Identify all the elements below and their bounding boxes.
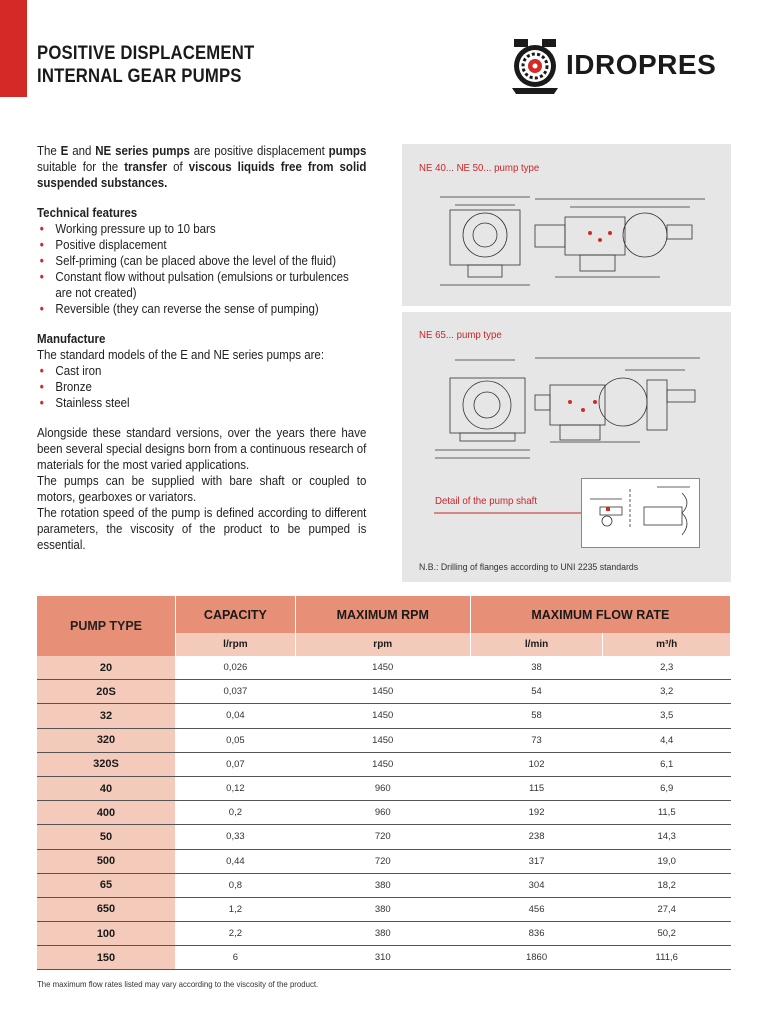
table-row: [37, 752, 731, 776]
pump-type-cell: 32: [37, 704, 176, 728]
detail-leader-line: [434, 510, 584, 516]
flow-m3h-cell: 19,0: [603, 849, 731, 873]
rpm-cell: 720: [295, 825, 470, 849]
flow-lmin-cell: 102: [470, 752, 603, 776]
table-row: [37, 656, 731, 680]
flow-m3h-cell: 3,5: [603, 704, 731, 728]
table-row: [37, 801, 731, 825]
list-item: • Stainless steel: [37, 395, 366, 411]
unit-rpm: rpm: [295, 633, 470, 656]
flow-m3h-cell: 6,1: [603, 752, 731, 776]
rpm-cell: 1450: [295, 704, 470, 728]
unit-flow-lmin: l/min: [470, 633, 603, 656]
pump-type-cell: 20S: [37, 680, 176, 704]
pump-type-cell: 320S: [37, 752, 176, 776]
table-row: [37, 704, 731, 728]
flow-lmin-cell: 456: [470, 897, 603, 921]
table-row: [37, 849, 731, 873]
detail-label: Detail of the pump shaft: [435, 495, 538, 507]
shaft-detail-box: [581, 478, 700, 548]
body-paragraph-1: Alongside these standard versions, over the years there have been several special designs born from a continuous research of materials for the most varied applications.: [37, 426, 367, 472]
capacity-cell: 6: [176, 946, 296, 970]
pump-type-cell: 650: [37, 897, 176, 921]
flow-lmin-cell: 317: [470, 849, 603, 873]
pump-type-cell: 320: [37, 728, 176, 752]
pump-type-cell: 150: [37, 946, 176, 970]
pump-type-cell: 50: [37, 825, 176, 849]
technical-features-list: [37, 221, 366, 317]
manufacture-list: [37, 363, 366, 411]
flow-lmin-cell: 238: [470, 825, 603, 849]
table-row: [37, 897, 731, 921]
flow-lmin-cell: 54: [470, 680, 603, 704]
table-row: [37, 873, 731, 897]
brand-logo: [506, 36, 736, 96]
list-item: • Self-priming (can be placed above the level of the fluid): [37, 253, 366, 269]
flow-lmin-cell: 38: [470, 656, 603, 680]
rpm-cell: 960: [295, 776, 470, 800]
flow-lmin-cell: 192: [470, 801, 603, 825]
list-item: • Working pressure up to 10 bars: [37, 221, 366, 237]
header-max-rpm: MAXIMUM RPM: [295, 596, 470, 633]
flow-lmin-cell: 304: [470, 873, 603, 897]
table-row: [37, 776, 731, 800]
brand-name: IDROPRES: [566, 49, 717, 80]
flow-lmin-cell: 73: [470, 728, 603, 752]
panel-label-ne40: NE 40... NE 50... pump type: [419, 162, 540, 174]
pump-type-cell: 500: [37, 849, 176, 873]
flow-m3h-cell: 6,9: [603, 776, 731, 800]
flow-m3h-cell: 27,4: [603, 897, 731, 921]
technical-features-heading: Technical features: [37, 206, 138, 220]
header-capacity: CAPACITY: [176, 596, 296, 633]
flange-note: N.B.: Drilling of flanges according to UNI 2235 standards: [419, 562, 639, 573]
list-item: • Constant flow without pulsation (emulsions or turbulences are not created): [37, 269, 366, 301]
pump-logo-icon: [506, 36, 564, 96]
header-pump-type: PUMP TYPE: [37, 596, 176, 656]
body-paragraph-2: The pumps can be supplied with bare shaft or coupled to motors, gearboxes or variators.: [37, 474, 367, 504]
flow-lmin-cell: 1860: [470, 946, 603, 970]
rpm-cell: 1450: [295, 728, 470, 752]
table-footnote: The maximum flow rates listed may vary according to the viscosity of the product.: [37, 979, 319, 989]
capacity-cell: 0,44: [176, 849, 296, 873]
capacity-cell: 0,8: [176, 873, 296, 897]
list-item: • Reversible (they can reverse the sense of pumping): [37, 301, 366, 317]
pump-type-cell: 20: [37, 656, 176, 680]
flow-m3h-cell: 18,2: [603, 873, 731, 897]
manufacture-heading: Manufacture: [37, 332, 106, 346]
table-row: [37, 946, 731, 970]
pump-drawing-ne40-icon: [430, 185, 720, 295]
pump-spec-table: [37, 596, 731, 970]
capacity-cell: 0,33: [176, 825, 296, 849]
body-paragraph-3: The rotation speed of the pump is defined according to different parameters, the viscosity of the product to be pumped is essential.: [37, 506, 367, 552]
flow-lmin-cell: 58: [470, 704, 603, 728]
flow-m3h-cell: 111,6: [603, 946, 731, 970]
rpm-cell: 1450: [295, 680, 470, 704]
panel-label-ne65: NE 65... pump type: [419, 329, 502, 341]
header-max-flow-rate: MAXIMUM FLOW RATE: [470, 596, 730, 633]
pump-type-cell: 100: [37, 922, 176, 946]
table-row: [37, 680, 731, 704]
pump-type-cell: 65: [37, 873, 176, 897]
capacity-cell: 0,04: [176, 704, 296, 728]
capacity-cell: 1,2: [176, 897, 296, 921]
rpm-cell: 1450: [295, 656, 470, 680]
rpm-cell: 380: [295, 897, 470, 921]
flow-m3h-cell: 3,2: [603, 680, 731, 704]
rpm-cell: 720: [295, 849, 470, 873]
flow-m3h-cell: 2,3: [603, 656, 731, 680]
capacity-cell: 0,2: [176, 801, 296, 825]
shaft-detail-icon: [582, 479, 699, 547]
capacity-cell: 0,026: [176, 656, 296, 680]
capacity-cell: 0,05: [176, 728, 296, 752]
pump-drawing-ne65-icon: [425, 350, 715, 465]
manufacture-lead: The standard models of the E and NE series pumps are:: [37, 348, 325, 362]
table-row: [37, 825, 731, 849]
list-item: • Bronze: [37, 379, 366, 395]
flow-m3h-cell: 50,2: [603, 922, 731, 946]
capacity-cell: 0,07: [176, 752, 296, 776]
rpm-cell: 310: [295, 946, 470, 970]
accent-bar: [0, 0, 27, 97]
pump-type-cell: 40: [37, 776, 176, 800]
page-title: POSITIVE DISPLACEMENT INTERNAL GEAR PUMPS: [37, 43, 255, 87]
table-row: [37, 922, 731, 946]
intro-paragraph: The E and NE series pumps are positive displacement pumps suitable for the transfer of viscous liquids free from solid suspended substances.: [37, 144, 367, 190]
rpm-cell: 960: [295, 801, 470, 825]
list-item: • Positive displacement: [37, 237, 366, 253]
unit-capacity: l/rpm: [176, 633, 296, 656]
unit-flow-m3h: m³/h: [603, 633, 731, 656]
rpm-cell: 380: [295, 922, 470, 946]
capacity-cell: 0,037: [176, 680, 296, 704]
flow-m3h-cell: 11,5: [603, 801, 731, 825]
capacity-cell: 2,2: [176, 922, 296, 946]
flow-lmin-cell: 836: [470, 922, 603, 946]
rpm-cell: 1450: [295, 752, 470, 776]
flow-m3h-cell: 14,3: [603, 825, 731, 849]
pump-type-cell: 400: [37, 801, 176, 825]
list-item: • Cast iron: [37, 363, 366, 379]
table-row: [37, 728, 731, 752]
rpm-cell: 380: [295, 873, 470, 897]
capacity-cell: 0,12: [176, 776, 296, 800]
flow-lmin-cell: 115: [470, 776, 603, 800]
intro-column: [37, 143, 366, 553]
flow-m3h-cell: 4,4: [603, 728, 731, 752]
